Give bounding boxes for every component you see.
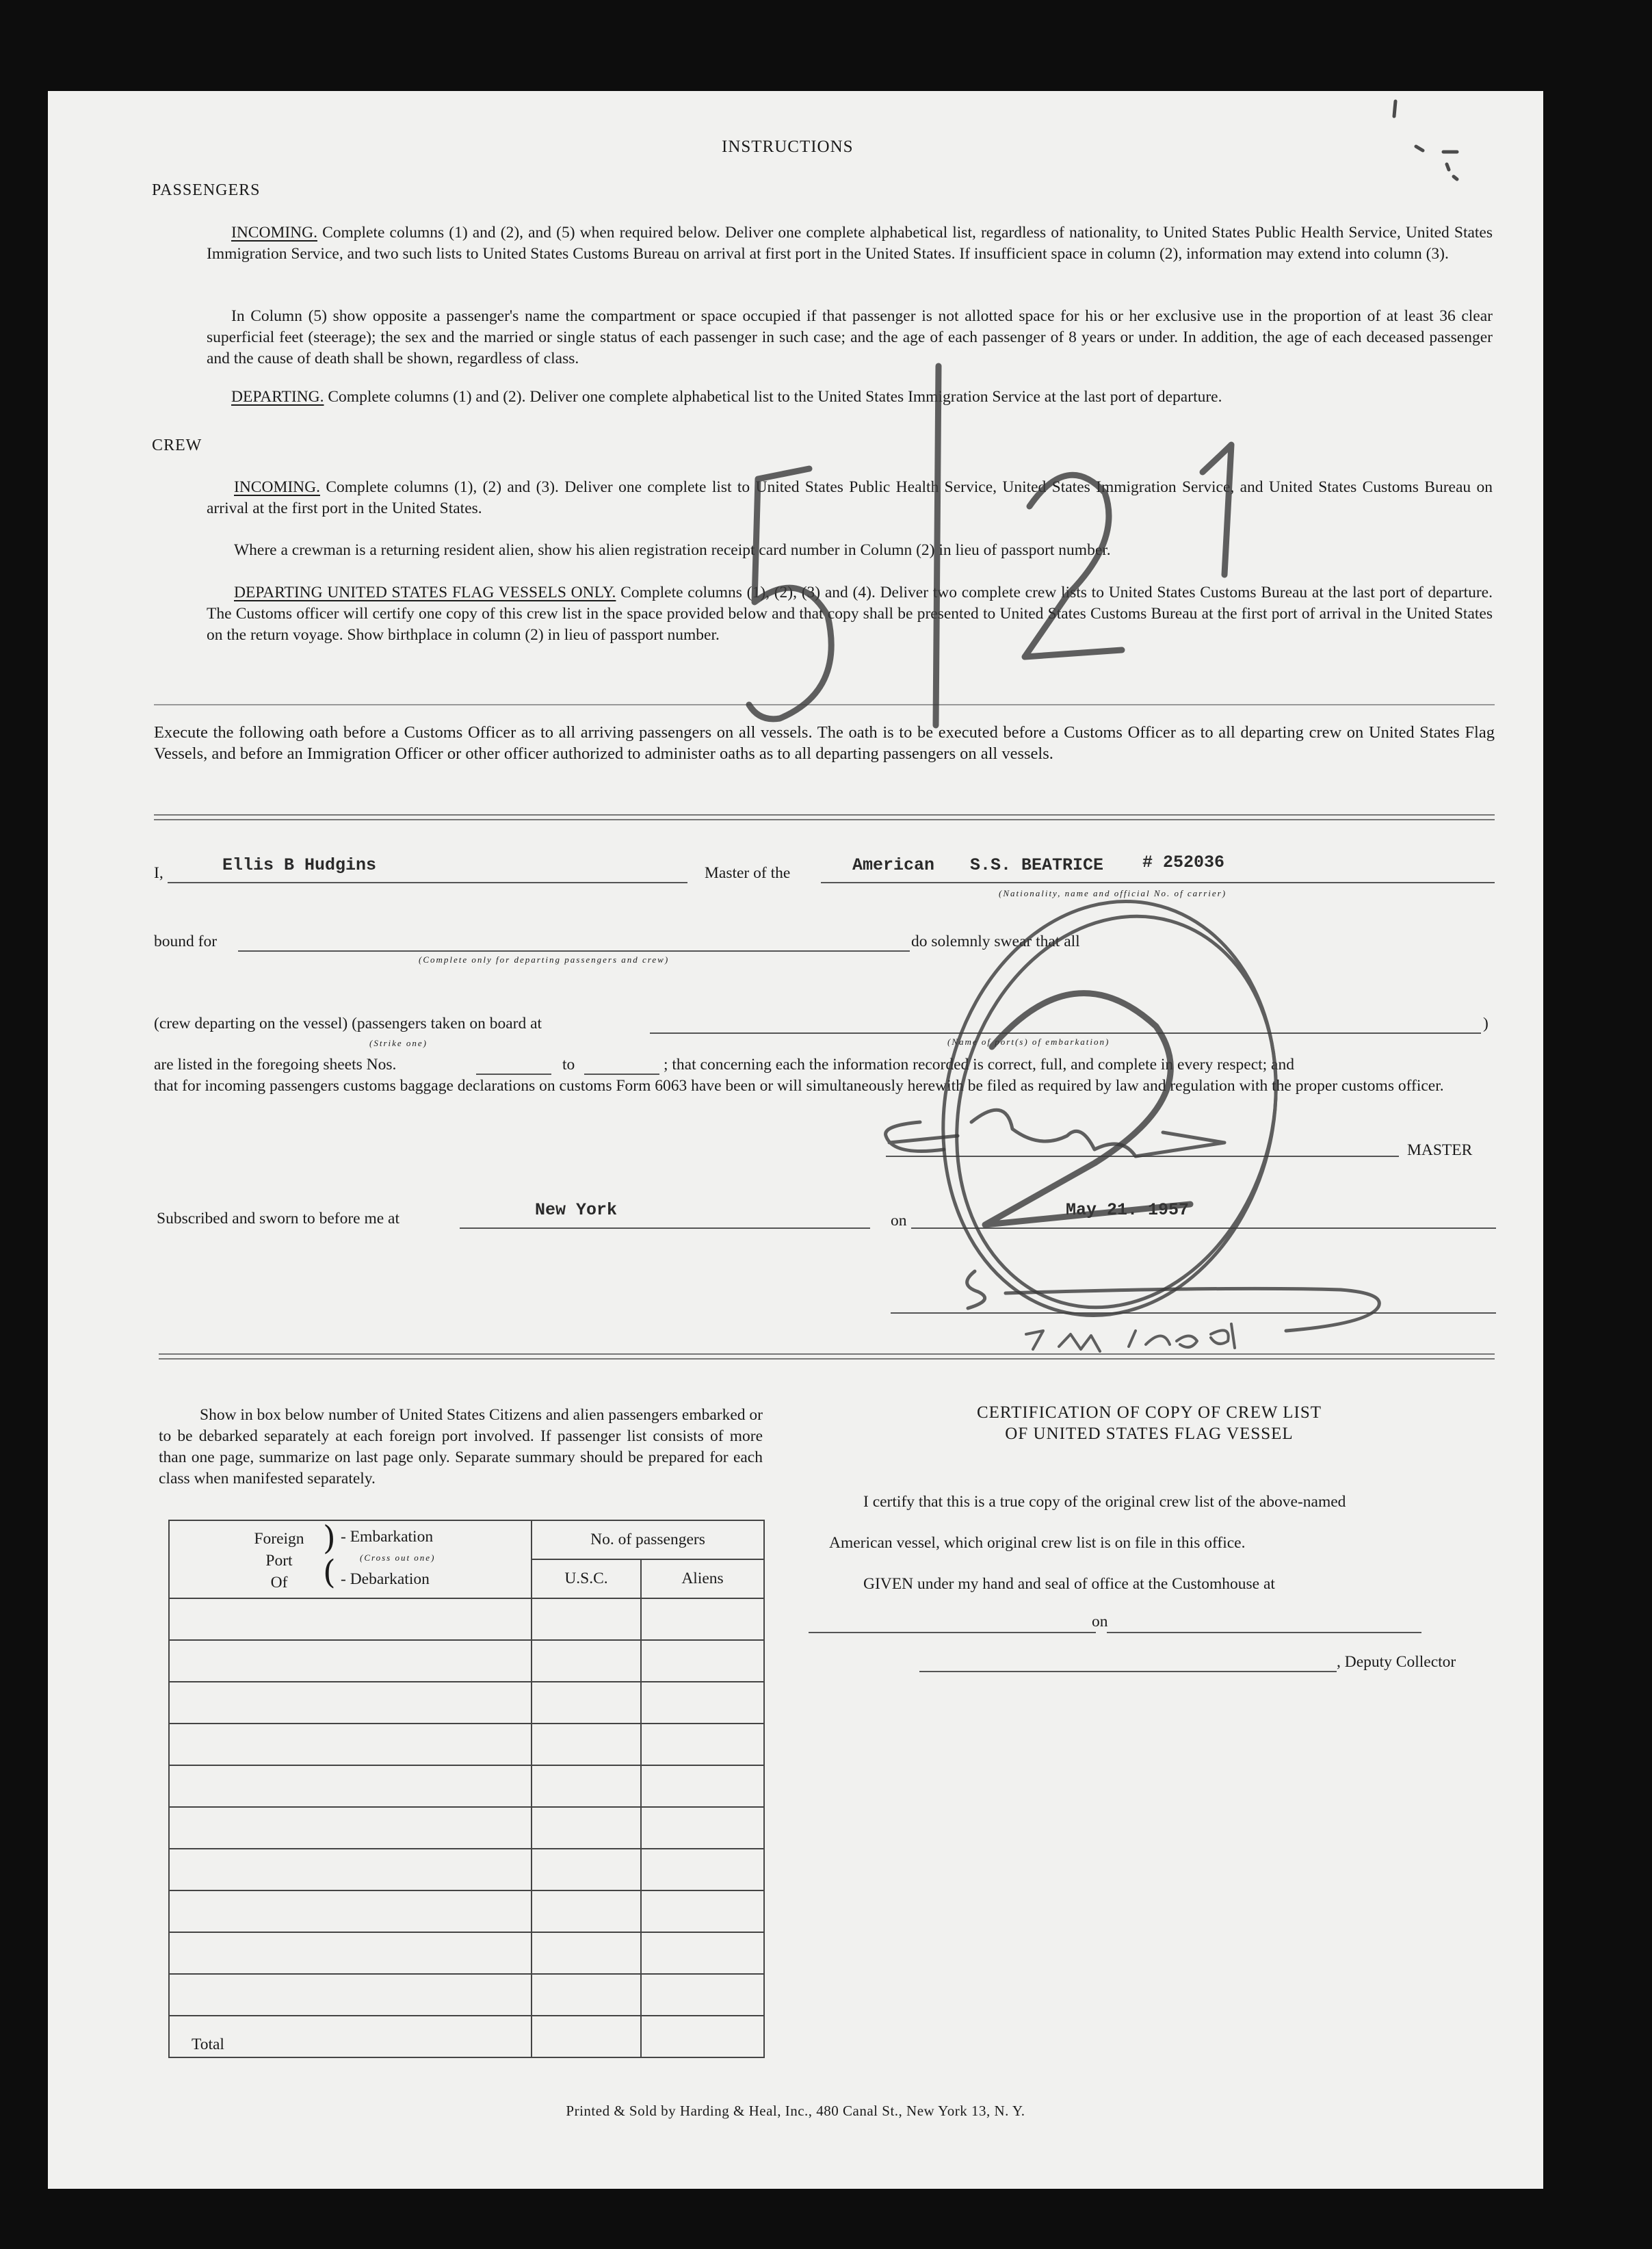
vessel-nationality: American — [852, 855, 935, 875]
crew-flag-vessels-text: Complete columns (1), (2), (3) and (4). Deliver two complete crew lists to United States Customs Bureau at the last port of departure. The Customs officer will certify one copy of this crew list in the space provided below and that copy shall be presented to United States Customs Bureau at the first port of arrival in the United States on the return voyage. Show birthplace in column (2) in lieu of passport number. — [207, 584, 1493, 644]
strike-one-caption: (Strike one) — [369, 1038, 428, 1048]
passengers-column5-paragraph: In Column (5) show opposite a passenger's name the compartment or space occupied if that passenger is not allotted space for his or her exclusive use in the proportion of at least 36 clear superficial feet (steerage); the sex and the married or single status of each passenger in such case; and the age of each passenger of 8 years or under. In addition, the age of each deceased passenger and the cause of death shall be shown, regardless of class. — [207, 307, 1493, 367]
brace-top: ) — [323, 1519, 336, 1557]
summary-aliens-cell[interactable] — [641, 1598, 764, 1640]
sworn-place-line — [460, 1227, 870, 1229]
section-divider — [154, 704, 1495, 705]
passengers-incoming-paragraph — [207, 222, 1493, 265]
summary-row — [169, 1682, 764, 1724]
crew-flag-vessels-label: DEPARTING UNITED STATES FLAG VESSELS ONLY. — [234, 584, 616, 601]
summary-aliens-cell[interactable] — [641, 1682, 764, 1724]
summary-port-cell[interactable] — [169, 1598, 532, 1640]
summary-aliens-cell[interactable] — [641, 1765, 764, 1807]
summary-port-cell[interactable] — [169, 1932, 532, 1974]
master-name: Ellis B Hudgins — [222, 855, 377, 875]
passengers-departing-paragraph — [231, 387, 1493, 408]
summary-usc-cell[interactable] — [532, 1682, 641, 1724]
certification-line1: I certify that this is a true copy of the original crew list of the above-named — [863, 1493, 1346, 1511]
foreign-label: Foreign — [254, 1530, 304, 1548]
master-label: MASTER — [1407, 1141, 1473, 1159]
port-label: Port — [265, 1552, 293, 1570]
swear-text: do solemnly swear that all — [911, 933, 1080, 950]
summary-aliens-cell[interactable] — [641, 1807, 764, 1849]
total-usc-cell[interactable] — [532, 2016, 641, 2057]
crew-list-form-page — [48, 91, 1543, 2189]
crew-flag-vessels-paragraph — [207, 582, 1493, 646]
oath-i-label: I, — [154, 864, 163, 882]
master-signature-line — [886, 1156, 1399, 1157]
summary-row — [169, 1598, 764, 1640]
summary-row — [169, 1890, 764, 1932]
summary-aliens-cell[interactable] — [641, 1932, 764, 1974]
subscribed-label: Subscribed and sworn to before me at — [157, 1210, 400, 1227]
certification-on-label: on — [1092, 1613, 1108, 1630]
instructions-title: INSTRUCTIONS — [722, 138, 854, 156]
cross-out-caption: (Cross out one) — [360, 1552, 436, 1563]
summary-aliens-cell[interactable] — [641, 1890, 764, 1932]
customhouse-line[interactable] — [809, 1632, 1096, 1633]
aliens-header: Aliens — [641, 1559, 764, 1598]
certification-date-line[interactable] — [1107, 1632, 1421, 1633]
embarkation-label: - Embarkation — [341, 1528, 434, 1546]
bound-for-caption: (Complete only for departing passengers and crew) — [419, 954, 670, 965]
deputy-collector-line[interactable] — [919, 1671, 1337, 1672]
debarkation-label: - Debarkation — [341, 1570, 430, 1588]
deputy-collector-label: , Deputy Collector — [1337, 1653, 1456, 1671]
sworn-date: May 21. 1957 — [1066, 1200, 1190, 1220]
summary-aliens-cell[interactable] — [641, 1640, 764, 1682]
crew-incoming-label: INCOMING. — [234, 478, 320, 496]
sworn-date-line — [911, 1227, 1496, 1229]
close-paren: ) — [1483, 1015, 1489, 1032]
sheets-text: ; that concerning each the information recorded is correct, full, and complete in every respect; and — [664, 1056, 1294, 1074]
summary-port-cell[interactable] — [169, 1640, 532, 1682]
usc-header: U.S.C. — [532, 1559, 641, 1598]
summary-aliens-cell[interactable] — [641, 1724, 764, 1765]
summary-usc-cell[interactable] — [532, 1932, 641, 1974]
sheets-to-line — [584, 1074, 659, 1075]
summary-usc-cell[interactable] — [532, 1598, 641, 1640]
master-of-label: Master of the — [705, 864, 791, 882]
summary-row — [169, 1932, 764, 1974]
passenger-summary-table — [168, 1520, 765, 2058]
summary-row — [169, 1765, 764, 1807]
crew-departing-text: (crew departing on the vessel) (passengers taken on board at — [154, 1015, 542, 1032]
ports-line — [650, 1032, 1481, 1034]
passengers-incoming-label: INCOMING. — [231, 224, 317, 242]
oath-bottom-divider — [159, 1353, 1495, 1360]
printer-footer: Printed & Sold by Harding & Heal, Inc., 480 Canal St., New York 13, N. Y. — [566, 2103, 1025, 2119]
vessel-line — [821, 882, 1495, 883]
summary-port-cell[interactable] — [169, 1974, 532, 2016]
summary-usc-cell[interactable] — [532, 1724, 641, 1765]
officer-signature-line — [891, 1312, 1496, 1314]
summary-aliens-cell[interactable] — [641, 1849, 764, 1890]
brace-bottom: ( — [323, 1553, 336, 1591]
certification-title-line2: OF UNITED STATES FLAG VESSEL — [1005, 1425, 1294, 1443]
bound-for-label: bound for — [154, 933, 218, 950]
summary-aliens-cell[interactable] — [641, 1974, 764, 2016]
summary-usc-cell[interactable] — [532, 1807, 641, 1849]
summary-row — [169, 1974, 764, 2016]
oath-intro-paragraph: Execute the following oath before a Customs Officer as to all arriving passengers on all vessels. The oath is to be executed before a Customs Officer as to all departing crew on United States Flag Vessels, and before an Immigration Officer or other officer authorized to administer oaths as to all departing passengers on all vessels. — [154, 723, 1495, 763]
total-aliens-cell[interactable] — [641, 2016, 764, 2057]
passengers-heading: PASSENGERS — [152, 181, 261, 199]
crew-incoming-paragraph — [207, 477, 1493, 519]
no-passengers-header: No. of passengers — [532, 1520, 764, 1559]
ports-caption: (Name of port(s) of embarkation) — [947, 1037, 1110, 1047]
oath-top-divider — [154, 814, 1495, 820]
summary-port-cell[interactable] — [169, 1807, 532, 1849]
summary-row — [169, 1849, 764, 1890]
summary-port-cell[interactable] — [169, 1765, 532, 1807]
master-name-line — [168, 882, 687, 883]
summary-row — [169, 1640, 764, 1682]
bound-for-line — [238, 950, 910, 952]
vessel-name: S.S. BEATRICE — [970, 855, 1104, 875]
summary-usc-cell[interactable] — [532, 1640, 641, 1682]
sworn-place: New York — [535, 1200, 618, 1220]
summary-usc-cell[interactable] — [532, 1765, 641, 1807]
certification-line3: GIVEN under my hand and seal of office at the Customhouse at — [863, 1575, 1275, 1593]
summary-usc-cell[interactable] — [532, 1974, 641, 2016]
vessel-official-number: # 252036 — [1142, 853, 1225, 872]
crew-heading: CREW — [152, 437, 202, 454]
vessel-caption: (Nationality, name and official No. of carrier) — [999, 888, 1227, 898]
certification-title — [835, 1402, 1464, 1444]
summary-port-cell[interactable] — [169, 1682, 532, 1724]
certification-line2: American vessel, which original crew list is on file in this office. — [829, 1534, 1246, 1552]
crew-incoming-text: Complete columns (1), (2) and (3). Deliver one complete list to United States Public Health Service, United States Immigration Service, and United States Customs Bureau on arrival at the first port in the United States. — [207, 478, 1493, 517]
summary-usc-cell[interactable] — [532, 1890, 641, 1932]
sheets-label: are listed in the foregoing sheets Nos. — [154, 1056, 397, 1074]
baggage-text: that for incoming passengers customs baggage declarations on customs Form 6063 have been or will simultaneously herewith be filed as required by law and regulation with the proper customs officer. — [154, 1077, 1444, 1095]
passengers-departing-text: Complete columns (1) and (2). Deliver one complete alphabetical list to the United States Immigration Service at the last port of departure. — [328, 388, 1222, 406]
summary-row — [169, 1807, 764, 1849]
passengers-incoming-text: Complete columns (1) and (2), and (5) when required below. Deliver one complete alphabetical list, regardless of nationality, to United States Public Health Service, United States Immigration Service, and two such lists to United States Customs Bureau on arrival at first port in the United States. If insufficient space in column (2), information may extend into column (3). — [207, 224, 1493, 263]
summary-usc-cell[interactable] — [532, 1849, 641, 1890]
summary-row — [169, 1724, 764, 1765]
summary-instructions: Show in box below number of United States Citizens and alien passengers embarked or to be debarked separately at each foreign port involved. If passenger list consists of more than one page, summarize on last page only. Separate summary should be prepared for each class when manifested separately. — [159, 1406, 763, 1487]
sworn-on-label: on — [891, 1212, 907, 1230]
summary-port-cell[interactable] — [169, 1890, 532, 1932]
sheets-to-label: to — [562, 1056, 575, 1074]
passengers-departing-label: DEPARTING. — [231, 388, 324, 406]
summary-port-cell[interactable] — [169, 1724, 532, 1765]
foreign-port-header — [169, 1520, 532, 1598]
sheets-from-line — [476, 1074, 551, 1075]
total-label: Total — [169, 2016, 532, 2057]
summary-port-cell[interactable] — [169, 1849, 532, 1890]
certification-title-line1: CERTIFICATION OF COPY OF CREW LIST — [976, 1403, 1322, 1422]
crew-alien-paragraph: Where a crewman is a returning resident alien, show his alien registration receipt card number in Column (2) in lieu of passport number. — [234, 541, 1111, 559]
of-label: Of — [270, 1574, 288, 1591]
